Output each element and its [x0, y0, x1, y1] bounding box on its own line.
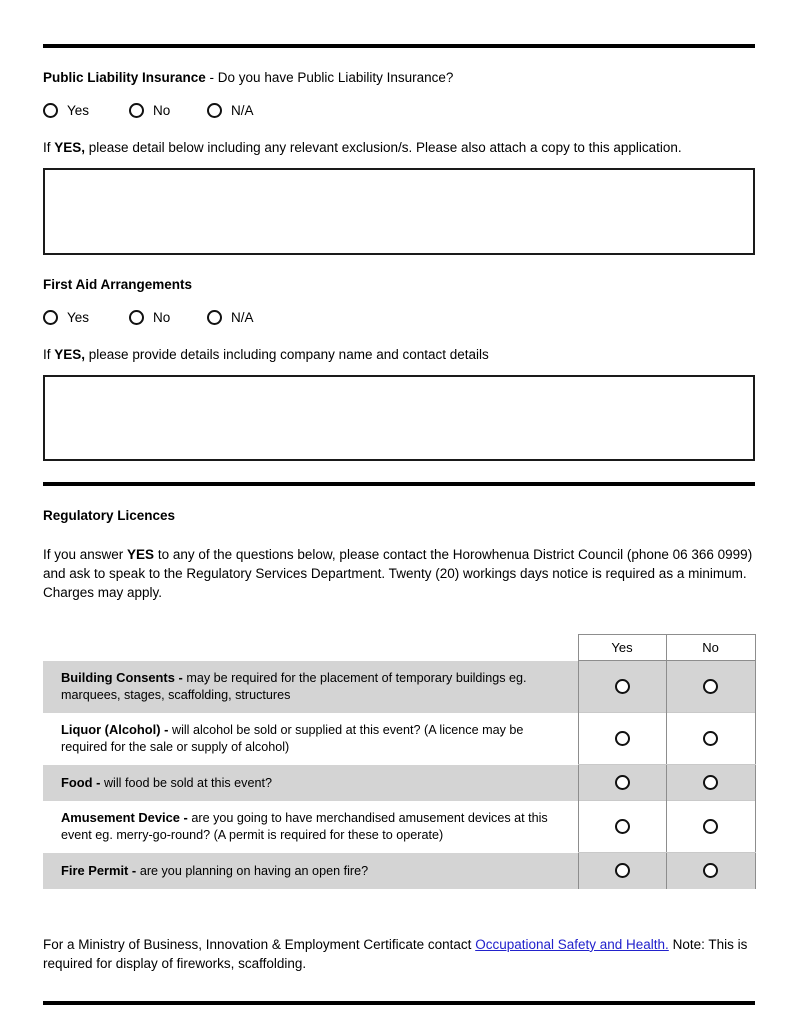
first-aid-option-no[interactable] — [129, 310, 207, 325]
bottom-divider-rule — [43, 1001, 755, 1005]
radio-label: No — [153, 102, 171, 118]
table-row — [43, 713, 755, 765]
food-yes-option[interactable] — [578, 765, 666, 801]
liquor-alcohol-yes-option[interactable] — [578, 713, 666, 765]
amusement-device-no-option[interactable] — [666, 801, 755, 853]
table-header-blank — [43, 635, 578, 661]
radio-label: No — [153, 309, 171, 325]
radio-label: Yes — [67, 102, 90, 118]
instruction-emphasis: YES, — [54, 139, 86, 155]
radio-label: Yes — [67, 309, 90, 325]
radio-circle-icon[interactable] — [207, 103, 222, 118]
public-liability-option-na[interactable] — [207, 103, 287, 118]
row-label-bold: Building Consents - — [61, 670, 187, 686]
instruction-rest: please detail below including any relevant exclusion/s. Please also attach a copy to this application. — [85, 139, 682, 155]
occupational-safety-health-link[interactable]: Occupational Safety and Health. — [475, 936, 669, 952]
radio-circle-icon[interactable] — [615, 863, 630, 878]
regulatory-intro-part1: If you answer — [43, 546, 128, 562]
regulatory-licences-table — [43, 634, 756, 889]
instruction-emphasis: YES, — [54, 346, 86, 362]
row-label-bold: Amusement Device - — [61, 809, 192, 825]
footer-text-before-link: For a Ministry of Business, Innovation & Employment Certificate contact — [43, 936, 476, 952]
row-label-text: will alcohol be sold or supplied at this event? (A licence may be required for the sale or supply of alcohol) — [61, 722, 524, 754]
radio-circle-icon[interactable] — [703, 731, 718, 746]
table-header-no: No — [666, 635, 755, 661]
row-label-bold: Liquor (Alcohol) - — [61, 721, 172, 737]
table-header-yes: Yes — [578, 635, 666, 661]
row-label-food — [43, 765, 578, 801]
radio-circle-icon[interactable] — [43, 310, 58, 325]
radio-circle-icon[interactable] — [615, 775, 630, 790]
radio-circle-icon[interactable] — [43, 103, 58, 118]
table-row — [43, 801, 755, 853]
regulatory-heading: Regulatory Licences — [43, 508, 176, 524]
ministry-certificate-note — [43, 935, 755, 973]
first-aid-heading-bold: First Aid Arrangements — [43, 277, 193, 293]
instruction-rest: please provide details including company name and contact details — [85, 346, 489, 362]
radio-label: N/A — [231, 309, 254, 325]
public-liability-option-yes[interactable] — [43, 103, 129, 118]
radio-label: N/A — [231, 102, 254, 118]
radio-circle-icon[interactable] — [615, 679, 630, 694]
public-liability-option-no[interactable] — [129, 103, 207, 118]
first-aid-option-na[interactable] — [207, 310, 287, 325]
radio-circle-icon[interactable] — [207, 310, 222, 325]
footer-text-after-link: Note: This is required for display of fireworks, scaffolding. — [43, 936, 748, 972]
regulatory-intro-part2: to any of the questions below, please contact the Horowhenua District Council (phone 06 366 0999) and ask to speak to the Regulatory Services Department. Twenty (20) workings days notice is required as a minimum. Charges may apply. — [43, 546, 753, 601]
table-header-row — [43, 635, 755, 661]
fire-permit-yes-option[interactable] — [578, 853, 666, 889]
row-label-liquor-alcohol — [43, 713, 578, 765]
row-label-text: will food be sold at this event? — [103, 775, 272, 790]
table-row — [43, 853, 755, 889]
table-row — [43, 765, 755, 801]
food-no-option[interactable] — [666, 765, 755, 801]
first-aid-instruction — [43, 345, 755, 364]
row-label-text: may be required for the placement of temporary buildings eg. marquees, stages, scaffolding, structures — [61, 671, 527, 703]
regulatory-intro-emphasis: YES — [127, 546, 155, 562]
row-label-bold: Fire Permit - — [61, 862, 140, 878]
radio-circle-icon[interactable] — [703, 863, 718, 878]
first-aid-details-textarea[interactable] — [43, 375, 755, 461]
radio-circle-icon[interactable] — [703, 775, 718, 790]
liquor-alcohol-no-option[interactable] — [666, 713, 755, 765]
row-label-bold: Food - — [61, 774, 104, 790]
public-liability-heading — [43, 70, 755, 87]
radio-circle-icon[interactable] — [615, 731, 630, 746]
instruction-prefix: If — [43, 346, 55, 362]
radio-circle-icon[interactable] — [703, 819, 718, 834]
first-aid-options — [43, 310, 755, 325]
regulatory-intro — [43, 545, 755, 602]
radio-circle-icon[interactable] — [129, 103, 144, 118]
radio-circle-icon[interactable] — [129, 310, 144, 325]
instruction-prefix: If — [43, 139, 55, 155]
row-label-amusement-device — [43, 801, 578, 853]
public-liability-instruction — [43, 138, 755, 157]
radio-circle-icon[interactable] — [703, 679, 718, 694]
row-label-text: are you going to have merchandised amusement devices at this event eg. merry-go-round? (A permit is required for these to operate) — [61, 810, 548, 842]
first-aid-option-yes[interactable] — [43, 310, 129, 325]
first-aid-heading — [43, 277, 755, 294]
radio-circle-icon[interactable] — [615, 819, 630, 834]
page-content — [43, 44, 755, 1005]
building-consents-no-option[interactable] — [666, 661, 755, 713]
table-row — [43, 661, 755, 713]
amusement-device-yes-option[interactable] — [578, 801, 666, 853]
public-liability-options — [43, 103, 755, 118]
row-label-fire-permit — [43, 853, 578, 889]
building-consents-yes-option[interactable] — [578, 661, 666, 713]
row-label-text: are you planning on having an open fire? — [139, 863, 369, 878]
public-liability-heading-rest: - Do you have Public Liability Insurance? — [205, 70, 454, 85]
fire-permit-no-option[interactable] — [666, 853, 755, 889]
public-liability-details-textarea[interactable] — [43, 168, 755, 255]
row-label-building-consents — [43, 661, 578, 713]
public-liability-heading-bold: Public Liability Insurance — [43, 70, 206, 85]
